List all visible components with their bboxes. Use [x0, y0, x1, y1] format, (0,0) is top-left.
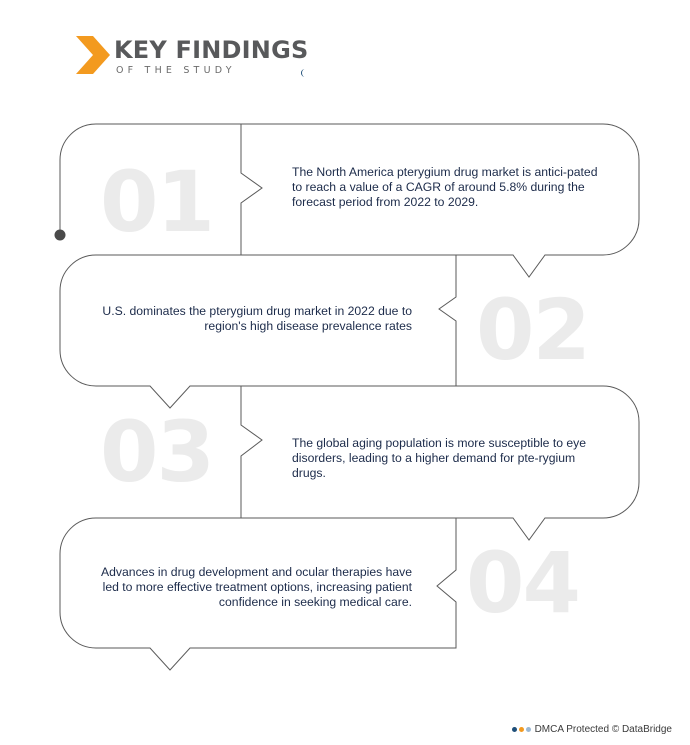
finding-text-1: The North America pterygium drug market is antici-pated to reach a value of a CAGR of around 5.8% during the forecast period from 2022 to 2029.	[292, 165, 598, 209]
page-subtitle: OF THE STUDY	[116, 65, 236, 76]
finding-number-3: 03	[100, 403, 213, 501]
timeline-start-dot	[55, 230, 66, 241]
finding-number-4: 04	[466, 534, 579, 632]
finding-text-2: U.S. dominates the pterygium drug market in 2022 due to region's high disease prevalence rates	[102, 304, 412, 333]
finding-text-3: The global aging population is more susceptible to eye disorders, leading to a higher demand for pte-rygium drugs.	[292, 436, 587, 480]
page-title: KEY FINDINGS	[114, 36, 309, 64]
divider-1	[241, 124, 262, 255]
footer	[512, 724, 672, 735]
finding-text-4: Advances in drug development and ocular therapies have led to more effective treatment options, increasing patient confidence in seeking medical care.	[101, 565, 412, 609]
finding-number-1: 01	[100, 153, 213, 251]
copyright-text: DMCA Protected © DataBridge	[534, 724, 672, 735]
brand-dots-icon	[512, 727, 531, 732]
finding-number-2: 02	[476, 281, 589, 379]
